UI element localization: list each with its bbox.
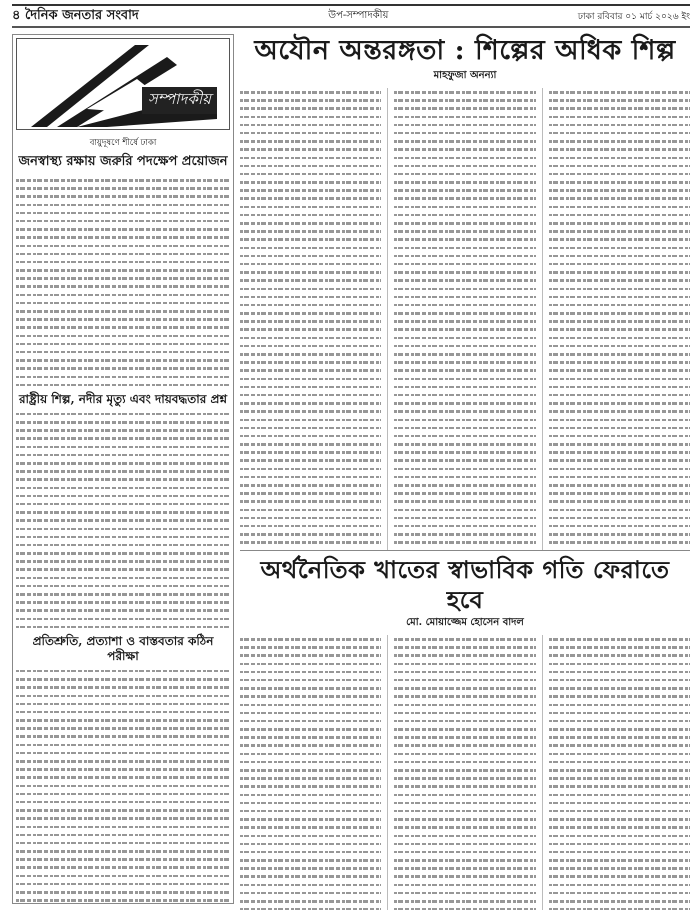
body-text-line	[240, 856, 381, 864]
body-text-line	[240, 522, 381, 530]
body-text-line	[549, 129, 690, 137]
body-text-line	[394, 840, 535, 848]
body-text-line	[394, 635, 535, 643]
body-text-line	[549, 399, 690, 407]
body-text-line	[240, 741, 381, 749]
body-text-line	[549, 334, 690, 342]
body-text-line	[549, 268, 690, 276]
body-text-line	[240, 815, 381, 823]
body-text-line	[549, 456, 690, 464]
body-text-line	[394, 162, 535, 170]
body-text-line	[549, 424, 690, 432]
body-text-line	[394, 227, 535, 235]
body-text-line	[549, 782, 690, 790]
body-text-line	[549, 432, 690, 440]
body-text-line	[394, 170, 535, 178]
body-text-line	[394, 905, 535, 910]
editorial-column	[12, 34, 234, 904]
body-text-line	[394, 832, 535, 840]
body-text-line	[240, 782, 381, 790]
body-text-line	[240, 668, 381, 676]
body-text-line	[394, 317, 535, 325]
body-text-line	[394, 848, 535, 856]
body-text-line	[240, 774, 381, 782]
body-text-line	[240, 717, 381, 725]
body-text-line	[549, 203, 690, 211]
body-text-line	[240, 440, 381, 448]
body-text-line	[394, 481, 535, 489]
body-text-line	[549, 366, 690, 374]
body-text-line	[549, 905, 690, 910]
body-text-line	[394, 473, 535, 481]
body-text-line	[549, 358, 690, 366]
article-2-column-2	[394, 635, 535, 910]
body-text-line	[549, 725, 690, 733]
body-text-line	[394, 881, 535, 889]
body-text-line	[240, 465, 381, 473]
body-text-line	[549, 733, 690, 741]
body-text-line	[394, 203, 535, 211]
body-text-line	[549, 522, 690, 530]
body-text-line	[240, 186, 381, 194]
body-text-line	[549, 481, 690, 489]
body-text-line	[549, 807, 690, 815]
body-text-line	[240, 635, 381, 643]
body-text-line	[240, 96, 381, 104]
body-text-line	[394, 440, 535, 448]
body-text-line	[549, 774, 690, 782]
body-text-line	[394, 334, 535, 342]
body-text-line	[549, 766, 690, 774]
body-text-line	[240, 170, 381, 178]
body-text-line	[394, 889, 535, 897]
body-text-line	[549, 856, 690, 864]
body-text-line	[549, 668, 690, 676]
body-text-line	[240, 407, 381, 415]
body-text-line	[240, 733, 381, 741]
body-text-line	[240, 692, 381, 700]
article-1	[240, 34, 690, 549]
body-text-line	[240, 293, 381, 301]
body-text-line	[549, 383, 690, 391]
body-text-line	[549, 293, 690, 301]
body-text-line	[394, 325, 535, 333]
body-text-line	[240, 424, 381, 432]
body-text-line	[549, 864, 690, 872]
body-text-line	[240, 113, 381, 121]
body-text-line	[240, 823, 381, 831]
body-text-line	[394, 660, 535, 668]
page-number-and-paper-name: ৪ দৈনিক জনতার সংবাদ	[12, 7, 139, 23]
body-text-line	[394, 750, 535, 758]
body-text-line	[394, 88, 535, 96]
body-text-line	[240, 137, 381, 145]
body-text-line	[394, 733, 535, 741]
body-text-line	[394, 416, 535, 424]
body-text-line	[549, 840, 690, 848]
body-text-line	[240, 709, 381, 717]
body-text-line	[549, 219, 690, 227]
body-text-line	[394, 766, 535, 774]
body-text-line	[394, 758, 535, 766]
body-text-line	[549, 104, 690, 112]
body-text-line	[240, 530, 381, 538]
body-text-line	[240, 121, 381, 129]
body-text-line	[394, 522, 535, 530]
body-text-line	[240, 889, 381, 897]
body-text-line	[394, 741, 535, 749]
body-text-line	[240, 701, 381, 709]
body-text-line	[549, 660, 690, 668]
body-text-line	[394, 309, 535, 317]
body-text-line	[394, 676, 535, 684]
body-text-line	[394, 104, 535, 112]
section-name: উপ-সম্পাদকীয়	[328, 9, 389, 21]
body-text-line	[394, 799, 535, 807]
body-text-line	[549, 121, 690, 129]
body-text-line	[394, 137, 535, 145]
body-text-line	[549, 194, 690, 202]
body-text-line	[240, 399, 381, 407]
body-text-line	[240, 660, 381, 668]
body-text-line	[394, 692, 535, 700]
body-text-line	[240, 758, 381, 766]
body-text-line	[549, 717, 690, 725]
body-text-line	[394, 538, 535, 546]
body-text-line	[240, 497, 381, 505]
body-text-line	[549, 407, 690, 415]
body-text-line	[240, 750, 381, 758]
body-text-line	[394, 129, 535, 137]
body-text-line	[549, 309, 690, 317]
body-text-line	[549, 88, 690, 96]
body-text-line	[394, 145, 535, 153]
body-text-line	[549, 750, 690, 758]
body-text-line	[240, 317, 381, 325]
body-text-line	[549, 350, 690, 358]
article-1-column-1	[240, 88, 381, 551]
body-text-line	[549, 635, 690, 643]
body-text-line	[394, 121, 535, 129]
body-text-line	[549, 375, 690, 383]
body-text-line	[549, 137, 690, 145]
body-text-line	[394, 342, 535, 350]
pen-nib-icon	[17, 39, 230, 130]
editorial-subhead-2: প্রতিশ্রুতি, প্রত্যাশা ও বাস্তবতার কঠিন পরীক্ষা	[32, 633, 214, 663]
body-text-line	[240, 489, 381, 497]
body-text-line	[240, 235, 381, 243]
body-text-line	[240, 129, 381, 137]
body-text-line	[549, 709, 690, 717]
body-text-line	[394, 178, 535, 186]
body-text-line	[394, 448, 535, 456]
body-text-line	[549, 889, 690, 897]
body-text-line	[549, 823, 690, 831]
body-text-line	[549, 897, 690, 905]
body-text-line	[240, 872, 381, 880]
body-text-line	[549, 170, 690, 178]
body-text-line	[240, 219, 381, 227]
body-text-line	[549, 489, 690, 497]
editorial-body-2	[16, 410, 230, 631]
body-text-line	[394, 432, 535, 440]
body-text-line	[549, 497, 690, 505]
body-text-line	[394, 489, 535, 497]
body-text-line	[394, 252, 535, 260]
editorial-body-3	[16, 667, 230, 904]
body-text-line	[394, 211, 535, 219]
body-text-line	[394, 235, 535, 243]
body-text-line	[549, 113, 690, 121]
body-text-line	[240, 252, 381, 260]
body-text-line	[240, 260, 381, 268]
body-text-line	[240, 643, 381, 651]
body-text-line	[240, 366, 381, 374]
body-text-line	[394, 506, 535, 514]
body-text-line	[549, 186, 690, 194]
body-text-line	[240, 104, 381, 112]
editorial-logo	[16, 38, 230, 130]
masthead	[12, 4, 690, 28]
body-text-line	[240, 194, 381, 202]
editorial-headline: জনস্বাস্থ্য রক্ষায় জরুরি পদক্ষেপ প্রয়োজন	[18, 154, 228, 169]
body-text-line	[549, 391, 690, 399]
body-text-line	[394, 293, 535, 301]
body-text-line	[549, 285, 690, 293]
body-text-line	[240, 684, 381, 692]
body-text-line	[394, 399, 535, 407]
body-text-line	[549, 227, 690, 235]
body-text-line	[394, 709, 535, 717]
body-text-line	[549, 881, 690, 889]
body-text-line	[394, 897, 535, 905]
body-text-line	[240, 391, 381, 399]
body-text-line	[549, 791, 690, 799]
body-text-line	[549, 465, 690, 473]
body-text-line	[240, 432, 381, 440]
body-text-line	[549, 676, 690, 684]
body-text-line	[240, 676, 381, 684]
body-text-line	[549, 301, 690, 309]
article-2-headline: অর্থনৈতিক খাতের স্বাভাবিক গতি ফেরাতে হবে	[260, 555, 670, 614]
body-text-line	[240, 358, 381, 366]
body-text-line	[394, 96, 535, 104]
body-text-line	[394, 807, 535, 815]
body-text-line	[394, 260, 535, 268]
article-2-column-3	[549, 635, 690, 910]
body-text-line	[240, 799, 381, 807]
body-text-line	[549, 514, 690, 522]
article-2-column-1	[240, 635, 381, 910]
body-text-line	[394, 407, 535, 415]
body-text-line	[549, 872, 690, 880]
body-text-line	[240, 456, 381, 464]
body-text-line	[394, 684, 535, 692]
issue-date: ঢাকা রবিবার ০১ মার্চ ২০২৬ ইং	[577, 11, 690, 22]
body-text-line	[549, 440, 690, 448]
body-text-line	[240, 766, 381, 774]
article-divider	[240, 550, 690, 551]
body-text-line	[240, 897, 381, 905]
body-text-line	[549, 799, 690, 807]
body-text-line	[549, 848, 690, 856]
body-text-line	[549, 252, 690, 260]
body-text-line	[394, 424, 535, 432]
body-text-line	[394, 643, 535, 651]
body-text-line	[240, 864, 381, 872]
body-text-line	[394, 668, 535, 676]
body-text-line	[394, 815, 535, 823]
body-text-line	[394, 154, 535, 162]
body-text-line	[394, 725, 535, 733]
body-text-line	[240, 448, 381, 456]
body-text-line	[394, 514, 535, 522]
body-text-line	[394, 268, 535, 276]
body-text-line	[240, 309, 381, 317]
body-text-line	[549, 416, 690, 424]
body-text-line	[394, 391, 535, 399]
body-text-line	[240, 178, 381, 186]
editorial-logo-text: সম্পাদকীয়	[142, 87, 217, 114]
body-text-line	[549, 538, 690, 546]
body-text-line	[394, 717, 535, 725]
body-text-line	[240, 154, 381, 162]
body-text-line	[394, 301, 535, 309]
body-text-line	[240, 506, 381, 514]
body-text-line	[549, 342, 690, 350]
body-text-line	[549, 317, 690, 325]
body-text-line	[549, 684, 690, 692]
body-text-line	[240, 832, 381, 840]
body-text-line	[394, 113, 535, 121]
body-text-line	[240, 334, 381, 342]
body-text-line	[549, 758, 690, 766]
body-text-line	[240, 244, 381, 252]
body-text-line	[394, 285, 535, 293]
body-text-line	[394, 791, 535, 799]
body-text-line	[549, 162, 690, 170]
body-text-line	[240, 342, 381, 350]
body-text-line	[549, 448, 690, 456]
body-text-line	[549, 325, 690, 333]
body-text-line	[549, 692, 690, 700]
body-text-line	[240, 725, 381, 733]
editorial-kicker: বায়ুদূষণে শীর্ষে ঢাকা	[89, 138, 157, 148]
article-2	[240, 555, 690, 905]
body-text-line	[394, 244, 535, 252]
body-text-line	[549, 506, 690, 514]
editorial-body-1	[16, 176, 230, 389]
body-text-line	[240, 145, 381, 153]
body-text-line	[394, 456, 535, 464]
body-text-line	[394, 350, 535, 358]
body-text-line	[394, 186, 535, 194]
body-text-line	[549, 815, 690, 823]
article-1-column-2	[394, 88, 535, 551]
body-text-line	[240, 514, 381, 522]
article-2-byline: মো. মোয়াজ্জেম হোসেন বাদল	[406, 617, 524, 628]
body-text-line	[394, 864, 535, 872]
body-text-line	[394, 701, 535, 709]
body-text-line	[394, 497, 535, 505]
body-text-line	[240, 416, 381, 424]
article-1-byline: মাহফুজা অনন্যা	[433, 70, 497, 81]
body-text-line	[240, 285, 381, 293]
body-text-line	[394, 774, 535, 782]
body-text-line	[240, 227, 381, 235]
body-text-line	[240, 905, 381, 910]
body-text-line	[240, 211, 381, 219]
body-text-line	[240, 473, 381, 481]
body-text-line	[549, 701, 690, 709]
body-text-line	[549, 473, 690, 481]
body-text-line	[240, 791, 381, 799]
body-text-line	[549, 145, 690, 153]
body-text-line	[549, 178, 690, 186]
body-text-line	[240, 325, 381, 333]
body-text-line	[240, 88, 381, 96]
body-text-line	[240, 375, 381, 383]
body-text-line	[549, 530, 690, 538]
body-text-line	[240, 807, 381, 815]
body-text-line	[240, 383, 381, 391]
body-text-line	[549, 643, 690, 651]
body-text-line	[240, 268, 381, 276]
article-1-column-3	[549, 88, 690, 551]
body-text-line	[394, 219, 535, 227]
body-text-line	[549, 235, 690, 243]
body-text-line	[549, 651, 690, 659]
body-text-line	[394, 782, 535, 790]
body-text-line	[394, 856, 535, 864]
body-text-line	[549, 276, 690, 284]
article-1-headline: অযৌন অন্তরঙ্গতা : শিল্পের অধিক শিল্প	[254, 35, 676, 66]
body-text-line	[549, 211, 690, 219]
body-text-line	[394, 823, 535, 831]
body-text-line	[240, 881, 381, 889]
body-text-line	[240, 651, 381, 659]
body-text-line	[549, 154, 690, 162]
body-text-line	[549, 260, 690, 268]
body-text-line	[240, 203, 381, 211]
body-text-line	[240, 276, 381, 284]
body-text-line	[394, 194, 535, 202]
body-text-line	[394, 465, 535, 473]
body-text-line	[240, 538, 381, 546]
body-text-line	[394, 358, 535, 366]
body-text-line	[394, 651, 535, 659]
body-text-line	[240, 350, 381, 358]
body-text-line	[394, 872, 535, 880]
body-text-line	[394, 383, 535, 391]
body-text-line	[240, 848, 381, 856]
body-text-line	[549, 96, 690, 104]
editorial-subhead-1: রাষ্ট্রীয় শিল্প, নদীর মৃত্যু এবং দায়বদ্ধতার প্রশ্ন	[18, 391, 228, 406]
body-text-line	[394, 375, 535, 383]
body-text-line	[394, 366, 535, 374]
body-text-line	[394, 276, 535, 284]
body-text-line	[394, 530, 535, 538]
body-text-line	[549, 244, 690, 252]
body-text-line	[549, 741, 690, 749]
body-text-line	[240, 301, 381, 309]
body-text-line	[240, 840, 381, 848]
body-text-line	[240, 162, 381, 170]
body-text-line	[549, 832, 690, 840]
body-text-line	[240, 481, 381, 489]
